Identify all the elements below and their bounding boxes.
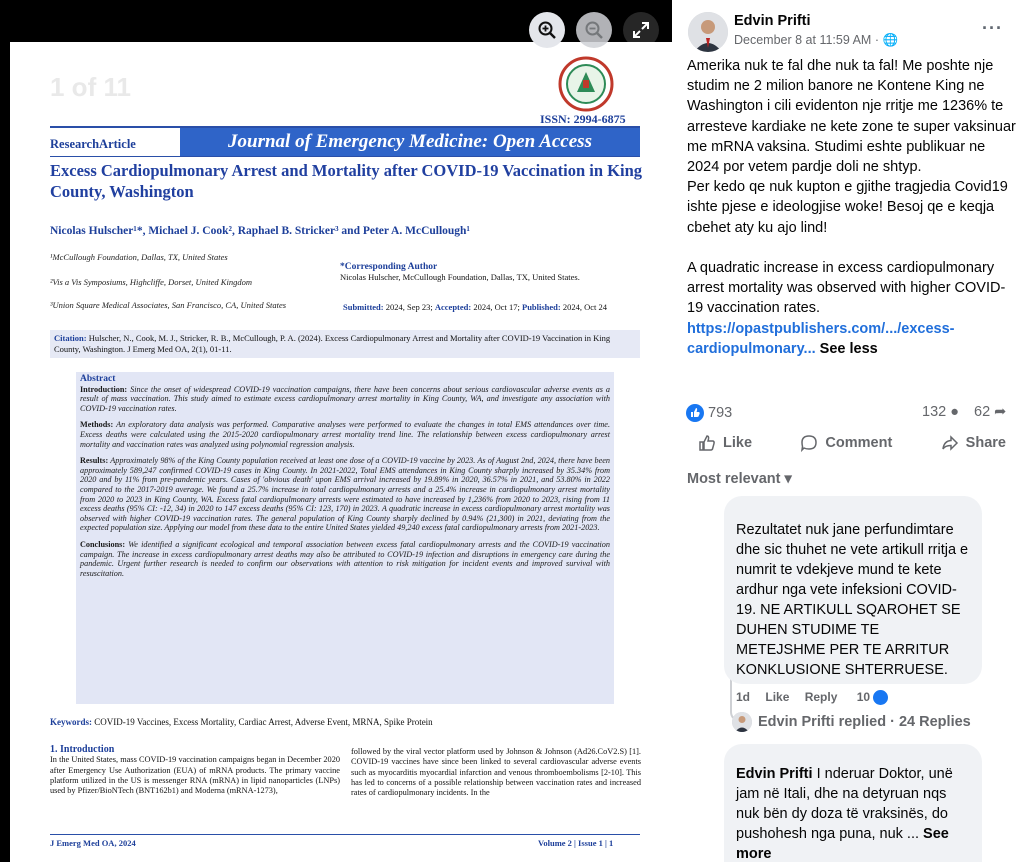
affiliation: ³Union Square Medical Associates, San Francisco, CA, United States bbox=[50, 300, 287, 310]
abstract-heading: Abstract bbox=[80, 374, 116, 384]
comments-count-group[interactable] bbox=[922, 404, 959, 420]
corresponding-author bbox=[340, 262, 640, 282]
thumbs-up-icon bbox=[698, 434, 716, 452]
avatar bbox=[732, 712, 752, 732]
comment-like-button[interactable]: Like bbox=[765, 690, 790, 704]
citation-label: Citation: bbox=[54, 333, 87, 343]
comments-count: 132 bbox=[922, 404, 947, 420]
methods-label: Methods: bbox=[80, 420, 114, 430]
abstract-introduction bbox=[80, 385, 610, 414]
citation-text: Hulscher, N., Cook, M. J., Stricker, R. B., McCullough, P. A. (2024). Excess Cardiopulmonary Arrest and Mortality after COVID-19 Vaccination in King County, Washington. J Emerg Med OA, 2(1), 01-11. bbox=[54, 333, 611, 354]
intro-left-text: In the United States, mass COVID-19 vaccination campaigns began in December 2020 after Emergency Use Authorization (EUA) of mRNA products. The primary vaccine platform utilized in the US is messenger RNA (mRNA) in lipid nanoparticles (LNPs) used by Pfizer/BioNTech (BNT162b1) and Moderna (mRNA-1273), bbox=[50, 755, 340, 796]
title-rule bbox=[50, 156, 640, 157]
affiliation: ¹McCullough Foundation, Dallas, TX, United States bbox=[50, 252, 228, 262]
author-name[interactable]: Edvin Prifti bbox=[734, 13, 811, 29]
shares-count: 62 bbox=[974, 404, 991, 420]
more-options-icon[interactable]: ··· bbox=[982, 18, 1003, 38]
comment-icon bbox=[800, 434, 818, 452]
comment-sort-dropdown[interactable] bbox=[687, 471, 792, 487]
conclusions-label: Conclusions: bbox=[80, 539, 126, 549]
like-button[interactable] bbox=[686, 432, 764, 454]
share-icon bbox=[941, 434, 959, 452]
intro-left-column bbox=[50, 745, 340, 796]
paper-title: Excess Cardiopulmonary Arrest and Mortality after COVID-19 Vaccination in King County, Washington bbox=[50, 161, 643, 201]
share-arrow-icon: ➦ bbox=[994, 404, 1007, 420]
accepted-date: 2024, Oct 17; bbox=[471, 302, 522, 312]
see-more-link[interactable]: See more bbox=[736, 826, 949, 862]
keywords-text: COVID-19 Vaccines, Excess Mortality, Cardiac Arrest, Adverse Event, MRNA, Spike Protein bbox=[92, 717, 433, 727]
zoom-in-button[interactable] bbox=[529, 12, 565, 48]
published-date: 2024, Oct 24 bbox=[560, 302, 608, 312]
avatar[interactable] bbox=[688, 12, 728, 52]
intro-right-column bbox=[351, 747, 641, 798]
authors: Nicolas Hulscher¹*, Michael J. Cook², Raphael B. Stricker³ and Peter A. McCullough¹ bbox=[50, 225, 470, 237]
expand-icon bbox=[632, 21, 650, 39]
zoom-out-icon bbox=[584, 20, 604, 40]
fullscreen-button[interactable] bbox=[623, 12, 659, 48]
replies-text: Edvin Prifti replied · 24 Replies bbox=[758, 714, 971, 730]
zoom-out-button[interactable] bbox=[576, 12, 612, 48]
journal-logo bbox=[557, 56, 615, 112]
comment-text: I nderuar Doktor, unë jam në Itali, dhe na detyruan nqs nuk bën dy doza të vraksinës, do pushohesh nga puna, nuk ... bbox=[736, 766, 953, 842]
comment-likes-count[interactable]: 10 bbox=[856, 690, 871, 704]
abstract-methods bbox=[80, 420, 610, 449]
globe-icon: 🌐 bbox=[882, 33, 899, 47]
intro-heading: 1. Introduction bbox=[50, 744, 115, 755]
intro-right-text: followed by the viral vector platform used by Johnson & Johnson (Ad26.CoV2.S) [1]. COVID-19 vaccines have since been linked to several cardiovascular adverse events such as myocarditis myocardial infarction and venous thromboembolisms [2-10]. This has led to concerns of a possible relationship between vaccination rates and increased rates of cardiopulmonary incidents. In the bbox=[351, 747, 641, 798]
reaction-count[interactable] bbox=[686, 404, 732, 422]
like-reaction-icon bbox=[873, 690, 888, 705]
citation bbox=[50, 330, 640, 358]
zoom-in-icon bbox=[537, 20, 557, 40]
page-count: 1 of 11 bbox=[50, 72, 131, 102]
share-button[interactable] bbox=[929, 432, 1018, 454]
post-meta bbox=[734, 33, 898, 48]
published-label: Published: bbox=[522, 302, 561, 312]
person-avatar-icon bbox=[688, 12, 728, 52]
like-label: Like bbox=[723, 435, 753, 451]
journal-title: Journal of Emergency Medicine: Open Access bbox=[180, 128, 640, 156]
share-label: Share bbox=[965, 435, 1006, 451]
comment-bubble-icon: ● bbox=[950, 404, 959, 420]
comment bbox=[724, 496, 982, 684]
article-type: ResearchArticle bbox=[50, 137, 136, 151]
intro-label: Introduction: bbox=[80, 384, 128, 394]
comment bbox=[724, 744, 982, 862]
viewer-toolbar bbox=[0, 0, 672, 42]
abstract bbox=[76, 372, 614, 704]
shares-count-group[interactable] bbox=[974, 404, 1006, 420]
issn: ISSN: 2994-6875 bbox=[540, 112, 626, 126]
abstract-results bbox=[80, 456, 610, 533]
comment-label: Comment bbox=[825, 435, 893, 451]
methods-text: An exploratory data analysis was performed. Comparative analyses were performed to evaluate the changes in total EMS attendances over time. Excess deaths were calculated using the 2015-2020 cardiopulmonary arrest mortality trend line. The relationship between excess cardiopulmonary arrest mortality and vaccination rates was analyzed using polynomial regression analysis. bbox=[80, 420, 610, 449]
footer-rule bbox=[50, 834, 640, 835]
sort-label: Most relevant bbox=[687, 471, 781, 487]
comment-reply-button[interactable]: Reply bbox=[804, 690, 838, 704]
reactions-count: 793 bbox=[708, 404, 733, 421]
corresponding-text: Nicolas Hulscher, McCullough Foundation, Dallas, TX, United States. bbox=[340, 272, 580, 282]
comment-text: Rezultatet nuk jane perfundimtare dhe sic thuhet ne vete artikull rritja e numrit te vdekjeve mund te kete ardhur nga vete infeksioni COVID-19. NE ARTIKULL SQAROHET SE DUHEN STUDIME TE METEJSHME PER TE ARRITUR KONKLUSIONE SHTERRUESE. bbox=[736, 522, 969, 678]
comment-time[interactable]: 1d bbox=[736, 690, 751, 704]
post-timestamp[interactable]: December 8 at 11:59 AM · bbox=[734, 33, 883, 47]
footer-volume: Volume 2 | Issue 1 | 1 bbox=[538, 838, 614, 848]
results-text: Approximately 98% of the King County population received at least one dose of a COVID-19 vaccine by 2023. As of August 2nd, 2024, there have been approximately 589,247 confirmed COVID-19 cases in King County. In 2021-2022, Total EMS attendances in King County sharply increased by 35.34% from 2020 and by 11% from pre-pandemic years. Cases of 'obvious death' upon EMS arrival increased by 19.89% in 2020, 36.57% in 2021, and 53.80% in 2022 compared to the 2017-2019 average. We found a 25.7% increase in total cardiopulmonary arrests and a 25.4% increase in cardiopulmonary arrest mortality from 2020 to 2023 in King County, WA. Excess fatal cardiopulmonary arrests were estimated to have increased by 1,236% from 2020 to 2023, rising from 11 excess deaths (95% CI: -12, 34) in 2020 to 147 excess deaths (95% CI: 123, 170) in 2023. A quadratic increase in excess cardiopulmonary arrest mortality was observed with higher COVID-19 vaccination rates. The general population of King County sharply declined by 0.94% (21,300) in 2021, deviating from the expected population size. Applying our model from these data to the entire United States yielded 49,240 excess fatal cardiopulmonary arrests from 2021-2023. bbox=[80, 456, 610, 533]
corresponding-title: *Corresponding Author bbox=[340, 262, 438, 272]
comment-actions bbox=[736, 690, 888, 705]
like-reaction-icon bbox=[686, 404, 704, 422]
comment-author[interactable]: Edvin Prifti bbox=[736, 766, 813, 782]
post-body: Amerika nuk te fal dhe nuk ta fal! Me poshte nje studim ne 2 milion banore ne Kontene King ne Washington i cili evidenton nje rritje me 1236% te arresteve kardiake ne kete zone te super vaksinuar me mRNA vaksina. Studimi eshte publikuar ne 2024 por vetem pardje doli ne shtyp. Per kedo qe nuk kupton e gjithe tragjedia Covid19 ishte pjese e ideologjise woke! Besoj qe e keqja cbehet aty ku ajo lind! A quadratic increase in excess cardiopulmonary arrest mortality was observed with higher COVID-19 vaccination rates. bbox=[687, 58, 1016, 317]
accepted-label: Accepted: bbox=[434, 302, 472, 312]
abstract-conclusions bbox=[80, 540, 610, 578]
submitted-label: Submitted: bbox=[343, 302, 384, 312]
intro-text: Since the onset of widespread COVID-19 vaccination campaigns, there have been concerns about serious cardiovascular adverse events as a result of mass vaccination. This study aimed to estimate excess cardiopulmonary arrest mortality in King County, WA, and investigate any association with COVID-19 vaccination rates. bbox=[80, 384, 610, 413]
keywords-label: Keywords: bbox=[50, 717, 92, 727]
affiliation: ²Vis a Vis Symposiums, Highcliffe, Dorset, United Kingdom bbox=[50, 277, 252, 287]
caret-down-icon: ▾ bbox=[784, 471, 792, 487]
keywords bbox=[50, 717, 433, 727]
paper-image bbox=[10, 42, 672, 862]
results-label: Results: bbox=[80, 456, 109, 466]
see-less-link[interactable]: See less bbox=[815, 340, 878, 357]
dates bbox=[343, 302, 607, 312]
reactions-bar bbox=[686, 403, 1016, 423]
comment-button[interactable] bbox=[788, 432, 904, 454]
footer-journal: J Emerg Med OA, 2024 bbox=[50, 838, 136, 848]
conclusions-text: We identified a significant ecological and temporal association between excess fatal cardiopulmonary arrests and the COVID-19 vaccination campaign. The increase in excess cardiopulmonary arrest deaths may also be attributed to COVID-19 infection and disruptions in emergency care during the pandemic. Urgent further research is needed to confirm our observations with attention to risk mitigation for incident events and improved survival with resuscitation. bbox=[80, 539, 610, 578]
view-replies-button[interactable] bbox=[732, 712, 971, 732]
submitted-date: 2024, Sep 23; bbox=[383, 302, 435, 312]
post-text bbox=[687, 56, 1019, 359]
post-panel bbox=[672, 0, 1024, 862]
post-actions bbox=[686, 432, 1018, 454]
post-link[interactable]: https://opastpublishers.com/.../excess-cardiopulmonary... bbox=[687, 320, 955, 357]
